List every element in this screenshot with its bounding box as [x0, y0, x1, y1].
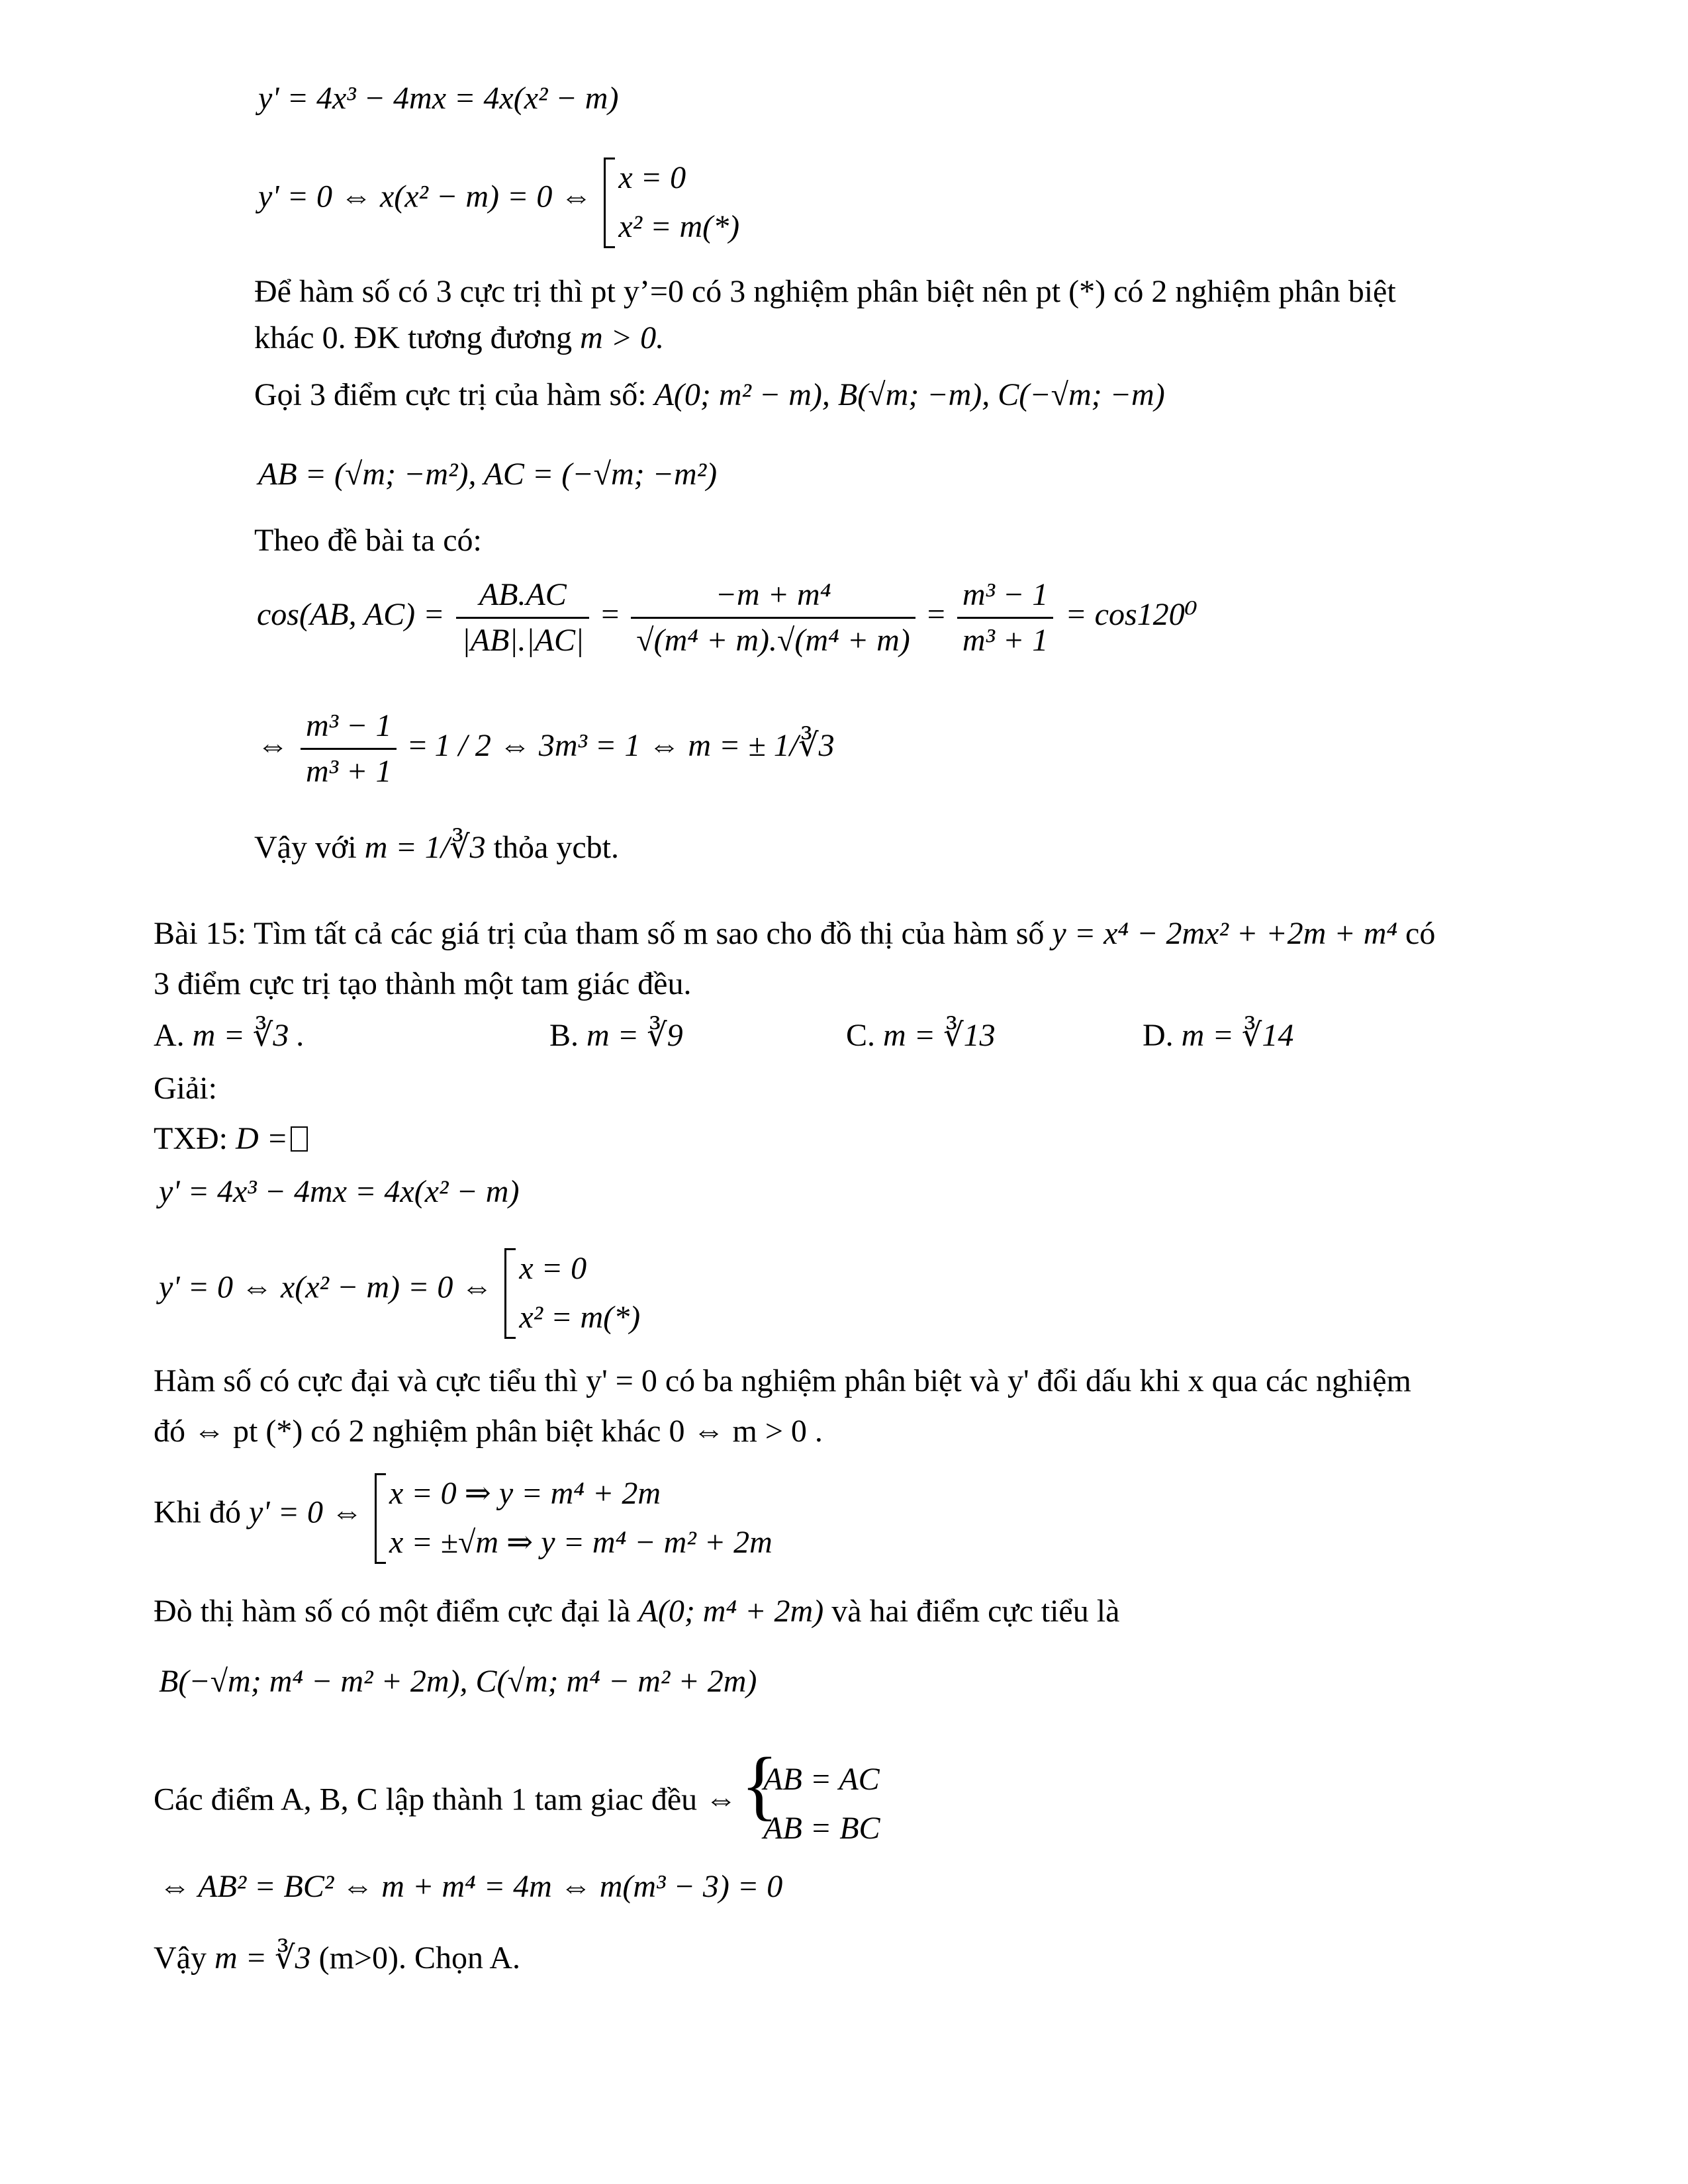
- solution-heading: Giải:: [154, 1071, 217, 1106]
- prev-zero-lhs: y' = 0 ⇔ x(x² − m) = 0 ⇔: [258, 179, 592, 214]
- problem-number: Bài 15:: [154, 916, 246, 951]
- solution-when: [154, 1469, 773, 1568]
- prev-cos-frac1-num: AB.AC: [456, 576, 589, 619]
- prev-solve-den: m³ + 1: [306, 753, 392, 789]
- solution-zero-cases: [500, 1244, 640, 1343]
- when-label: Khi đó: [154, 1494, 241, 1530]
- prev-solve-half: 1 / 2: [434, 728, 491, 764]
- prev-solve-num: m³ − 1: [301, 707, 397, 750]
- choice-d-label: D.: [1143, 1018, 1174, 1053]
- when-case-1: x = 0 ⇒ y = m⁴ + 2m: [389, 1476, 661, 1511]
- prev-condition-value: m > 0.: [580, 320, 665, 355]
- domain-value: D =: [235, 1121, 289, 1156]
- choice-b-value: m = ∛9: [586, 1018, 683, 1053]
- prev-cos-frac3-num: m³ − 1: [957, 576, 1053, 619]
- prev-solve-rest: ⇔ 3m³ = 1 ⇔ m = ± 1/∛3: [498, 728, 835, 764]
- equilateral-case-1: { AB = AC: [763, 1762, 880, 1797]
- prev-cos-frac2-num: −m + m⁴: [631, 576, 915, 619]
- prev-points-formula: A(0; m² − m), B(√m; −m), C(−√m; −m): [654, 377, 1165, 412]
- prev-points-label: Gọi 3 điểm cực trị của hàm số:: [254, 377, 647, 412]
- prev-cos-fraction-1: [456, 576, 589, 659]
- prev-zero-equation: [258, 154, 739, 252]
- solution-condition-line-1: Hàm số có cực đại và cực tiểu thì y' = 0 có ba nghiệm phân biệt và y' đổi dấu khi x qua các nghiệm: [154, 1363, 1411, 1398]
- solution-extrema-mins: B(−√m; m⁴ − m² + 2m), C(√m; m⁴ − m² + 2m): [159, 1664, 757, 1699]
- when-lhs: y' = 0 ⇔: [249, 1494, 363, 1530]
- choice-b-label: B.: [549, 1018, 579, 1053]
- extrema-max: A(0; m⁴ + 2m): [638, 1594, 824, 1629]
- prev-conclusion: [254, 829, 619, 867]
- choice-d-value: m = ∛14: [1181, 1018, 1294, 1053]
- prev-cos-lhs: cos(AB, AC) =: [257, 597, 445, 633]
- prev-condition-line-1: Để hàm số có 3 cực trị thì pt y’=0 có 3 nghiệm phân biệt nên pt (*) có 2 nghiệm phân biệt: [254, 274, 1396, 309]
- prev-cos-fraction-3: [957, 576, 1053, 659]
- prev-given-label: Theo đề bài ta có:: [254, 523, 482, 558]
- prev-cos-frac3-den: m³ + 1: [962, 622, 1049, 658]
- prev-solve-equation: ⇔ $\frac{\text{m³ − 1}}{\text{m³ + 1}}$ = 1 / 2 ⇔ 3m³ = 1 ⇔ m = ± 1/∛3: [257, 707, 835, 790]
- prev-cos-frac1-den: |AB|.|AC|: [461, 622, 585, 658]
- problem-function: y = x⁴ − 2mx² + +2m + m⁴: [1052, 916, 1398, 951]
- prev-cos-rhs: = cos120⁰: [1065, 597, 1197, 633]
- equilateral-cases: [745, 1755, 880, 1854]
- solution-domain: [154, 1120, 308, 1158]
- choice-c[interactable]: [846, 1017, 996, 1055]
- solution-extrema-line-1: [154, 1592, 1119, 1631]
- choice-a-label: A.: [154, 1018, 185, 1053]
- when-case-2: x = ±√m ⇒ y = m⁴ − m² + 2m: [389, 1525, 773, 1561]
- solution-final: [154, 1939, 520, 1978]
- prev-zero-cases: [600, 154, 739, 252]
- prev-cos-frac2-den: √(m⁴ + m).√(m⁴ + m): [636, 622, 910, 658]
- prev-zero-case-2: x² = m(*): [618, 209, 740, 245]
- prev-condition-text: khác 0. ĐK tương đương: [254, 320, 573, 355]
- choice-a[interactable]: [154, 1017, 305, 1055]
- prev-cos-fraction-2: [631, 576, 915, 659]
- choice-c-label: C.: [846, 1018, 876, 1053]
- choice-b[interactable]: [549, 1017, 683, 1055]
- equilateral-case-2: AB = BC: [763, 1811, 880, 1846]
- prev-zero-case-1: x = 0: [618, 160, 686, 195]
- problem-statement-tail: có: [1405, 916, 1436, 951]
- solution-derivative: y' = 4x³ − 4mx = 4x(x² − m): [159, 1174, 520, 1209]
- choice-d[interactable]: [1143, 1017, 1293, 1055]
- prev-condition-line-2: [254, 319, 664, 357]
- final-prefix: Vậy: [154, 1940, 207, 1976]
- solution-equation: ⇔ AB² = BC² ⇔ m + m⁴ = 4m ⇔ m(m³ − 3) = 0: [159, 1869, 783, 1904]
- answer-choices: [154, 1017, 1544, 1063]
- final-value: m = ∛3: [214, 1940, 311, 1976]
- choice-c-value: m = ∛13: [883, 1018, 996, 1053]
- final-suffix: (m>0). Chọn A.: [318, 1940, 521, 1976]
- prev-conclusion-suffix: thỏa ycbt.: [493, 830, 619, 865]
- problem-statement-line-1: [154, 915, 1435, 953]
- choice-a-value: m = ∛3 .: [192, 1018, 305, 1053]
- solution-zero-case-1: x = 0: [519, 1251, 587, 1286]
- solution-equilateral: [154, 1755, 880, 1854]
- domain-label: TXĐ:: [154, 1121, 228, 1156]
- solution-zero-lhs: y' = 0 ⇔ x(x² − m) = 0 ⇔: [159, 1269, 493, 1305]
- extrema-text: Đò thị hàm số có một điểm cực đại là: [154, 1594, 631, 1629]
- prev-derivative: y' = 4x³ − 4mx = 4x(x² − m): [258, 81, 619, 116]
- solution-condition-line-2: đó ⇔ pt (*) có 2 nghiệm phân biệt khác 0 ⇔ m > 0 .: [154, 1414, 823, 1449]
- prev-points-line: [254, 376, 1165, 414]
- prev-vectors: AB = (√m; −m²), AC = (−√m; −m²): [258, 457, 718, 492]
- prev-cos-equation: cos(AB, AC) = $\frac{AB.AC}{|AB|.|AC|}$ = $\frac{\text{−m + m⁴}}{\text{√(m⁴ + m).√(m⁴ + m)}}$ = $\frac{\text{m³ − 1}}{\text{m³ + 1}}$ = cos120⁰: [257, 576, 1197, 659]
- when-cases: [371, 1469, 773, 1568]
- prev-solve-fraction: [301, 707, 397, 790]
- prev-conclusion-value: m = 1/∛3: [364, 830, 486, 865]
- missing-glyph-box: [291, 1126, 308, 1152]
- extrema-mid: và hai điểm cực tiểu là: [831, 1594, 1120, 1629]
- problem-statement-1: Tìm tất cả các giá trị của tham số m sao cho đồ thị của hàm số: [254, 916, 1045, 951]
- prev-conclusion-prefix: Vậy với: [254, 830, 357, 865]
- solution-zero-case-2: x² = m(*): [519, 1300, 641, 1336]
- problem-statement-line-2: 3 điểm cực trị tạo thành một tam giác đều.: [154, 966, 692, 1001]
- solution-zero-equation: [159, 1244, 640, 1343]
- equilateral-text: Các điểm A, B, C lập thành 1 tam giac đều ⇔: [154, 1782, 737, 1817]
